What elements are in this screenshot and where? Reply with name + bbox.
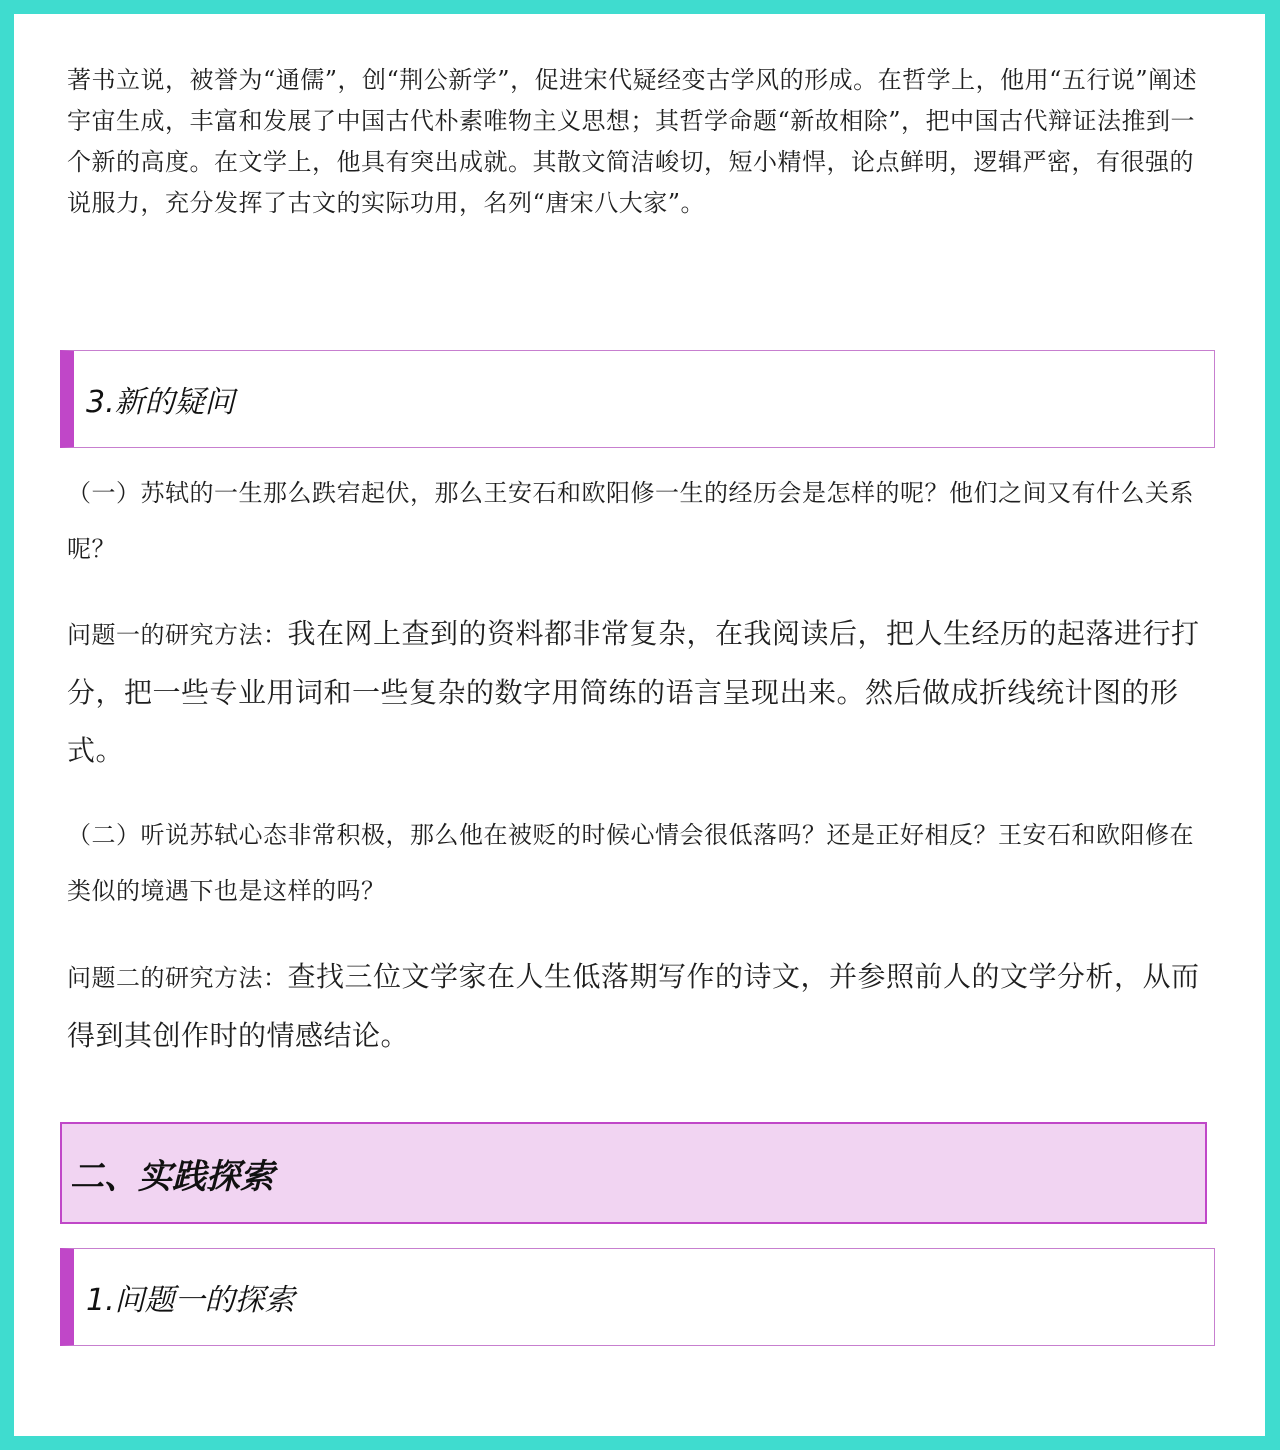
method-2-paragraph [67,948,1217,1065]
section-heading-practice [60,1122,1207,1224]
method-2-body: 查找三位文学家在人生低落期写作的诗文，并参照前人的文学分析，从而得到其创作时的情感结论。 [67,960,1200,1052]
section-heading-practice-label: 二、实践探索 [70,1156,274,1197]
subheading-new-questions [60,350,1215,448]
intro-paragraph: 著书立说，被誉为“通儒”，创“荆公新学”，促进宋代疑经变古学风的形成。在哲学上，他用“五行说”阐述宇宙生成，丰富和发展了中国古代朴素唯物主义思想；其哲学命题“新故相除”，把中国古代辩证法推到一个新的高度。在文学上，他具有突出成就。其散文简洁峻切，短小精悍，论点鲜明，逻辑严密，有很强的说服力，充分发挥了古文的实际功用，名列“唐宋八大家”。 [67,66,1198,217]
method-1-body: 我在网上查到的资料都非常复杂，在我阅读后，把人生经历的起落进行打分，把一些专业用词和一些复杂的数字用简练的语言呈现出来。然后做成折线统计图的形式。 [67,617,1200,767]
subheading-new-questions-label: 3.新的疑问 [86,385,235,420]
method-1-paragraph [67,605,1217,780]
subheading-explore-1 [60,1248,1215,1346]
subheading-explore-1-label: 1.问题一的探索 [86,1283,295,1318]
question-1-paragraph: （一）苏轼的一生那么跌宕起伏，那么王安石和欧阳修一生的经历会是怎样的呢？他们之间又有什么关系呢？ [67,479,1194,563]
question-2-paragraph: （二）听说苏轼心态非常积极，那么他在被贬的时候心情会很低落吗？还是正好相反？王安石和欧阳修在类似的境遇下也是这样的吗？ [67,821,1194,905]
document-page [14,14,1265,1436]
method-1-lead: 问题一的研究方法： [67,621,288,649]
method-2-lead: 问题二的研究方法： [67,964,288,992]
